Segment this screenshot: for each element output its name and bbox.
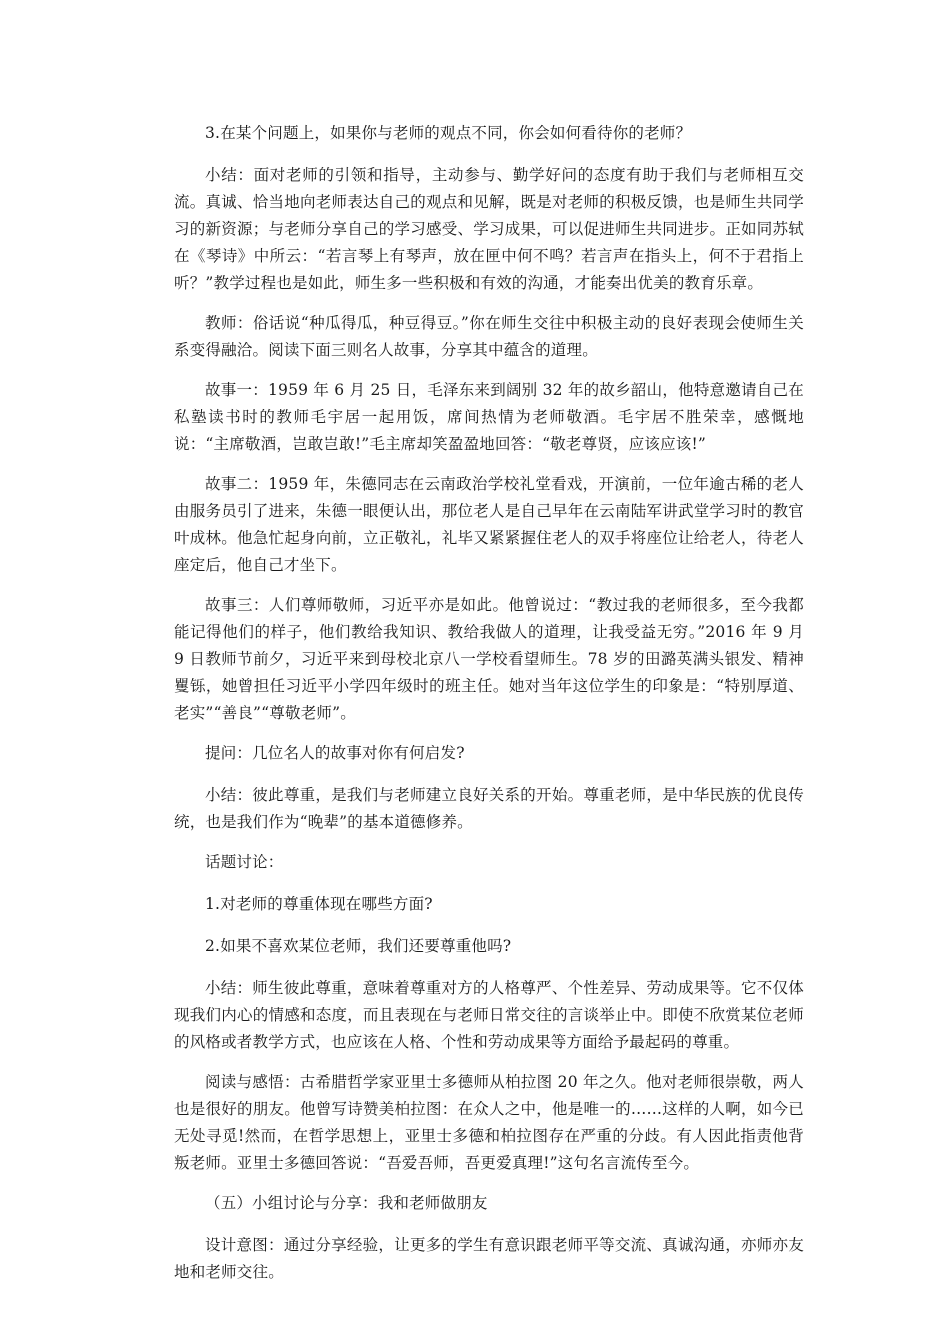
teacher-intro: 教师：俗话说“种瓜得瓜，种豆得豆。”你在师生交往中积极主动的良好表现会使师生关系变得融洽。阅读下面三则名人故事，分享其中蕴含的道理。 — [174, 314, 804, 359]
section-five-heading: （五）小组讨论与分享：我和老师做朋友 — [205, 1194, 488, 1212]
topic-discussion-heading: 话题讨论： — [205, 853, 284, 871]
question-3: 3.在某个问题上，如果你与老师的观点不同，你会如何看待你的老师？ — [205, 124, 692, 142]
design-intent: 设计意图：通过分享经验，让更多的学生有意识跟老师平等交流、真诚沟通，亦师亦友地和老师交往。 — [174, 1236, 804, 1281]
reading-reflection: 阅读与感悟：古希腊哲学家亚里士多德师从柏拉图 20 年之久。他对老师很崇敬，两人也是很好的朋友。他曾写诗赞美柏拉图：在众人之中，他是唯一的……这样的人啊，如今已无处寻觅!然而，在哲学思想上，亚里士多德和柏拉图存在严重的分歧。有人因此指责他背叛老师。亚里士多德回答说：“吾爱吾师，吾更爱真理!”这句名言流传至今。 — [174, 1073, 804, 1172]
story-three: 故事三：人们尊师敬师，习近平亦是如此。他曾说过：“教过我的老师很多，至今我都能记得他们的样子，他们教给我知识、教给我做人的道理，让我受益无穷。”2016 年 9 月 9 日教师节前夕，习近平来到母校北京八一学校看望师生。78 岁的田潞英满头银发、精神矍铄，她曾担任习近平小学四年级时的班主任。她对当年这位学生的印象是：“特别厚道、老实”“善良”“尊敬老师”。 — [174, 596, 804, 722]
discussion-question-1: 1.对老师的尊重体现在哪些方面? — [205, 895, 433, 913]
discussion-question-2: 2.如果不喜欢某位老师，我们还要尊重他吗? — [205, 937, 512, 955]
story-two: 故事二：1959 年，朱德同志在云南政治学校礼堂看戏，开演前，一位年逾古稀的老人由服务员引了进来，朱德一眼便认出，那位老人是自己早年在云南陆军讲武堂学习时的教官叶成林。他急忙起身向前，立正敬礼，礼毕又紧紧握住老人的双手将座位让给老人，待老人座定后，他自己才坐下。 — [174, 475, 804, 574]
document-body — [174, 120, 804, 1299]
summary-respect: 小结：彼此尊重，是我们与老师建立良好关系的开始。尊重老师，是中华民族的优良传统，也是我们作为“晚辈”的基本道德修养。 — [174, 786, 804, 831]
summary-mutual-respect: 小结：师生彼此尊重，意味着尊重对方的人格尊严、个性差异、劳动成果等。它不仅体现我们内心的情感和态度，而且表现在与老师日常交往的言谈举止中。即使不欣赏某位老师的风格或者教学方式，也应该在人格、个性和劳动成果等方面给予最起码的尊重。 — [174, 979, 804, 1051]
story-one: 故事一：1959 年 6 月 25 日，毛泽东来到阔别 32 年的故乡韶山，他特意邀请自己在私塾读书时的教师毛宇居一起用饭，席间热情为老师敬酒。毛宇居不胜荣幸，感慨地说：“主席敬酒，岂敢岂敢!”毛主席却笑盈盈地回答：“敬老尊贤，应该应该!” — [174, 381, 804, 453]
summary-communication: 小结：面对老师的引领和指导，主动参与、勤学好问的态度有助于我们与老师相互交流。真诚、恰当地向老师表达自己的观点和见解，既是对老师的积极反馈，也是师生共同学习的新资源；与老师分享自己的学习感受、学习成果，可以促进师生共同进步。正如同苏轼在《琴诗》中所云：“若言琴上有琴声，放在匣中何不鸣？若言声在指头上，何不于君指上听？”教学过程也是如此，师生多一些积极和有效的沟通，才能奏出优美的教育乐章。 — [174, 166, 804, 292]
question-inspiration: 提问：几位名人的故事对你有何启发? — [205, 744, 465, 762]
